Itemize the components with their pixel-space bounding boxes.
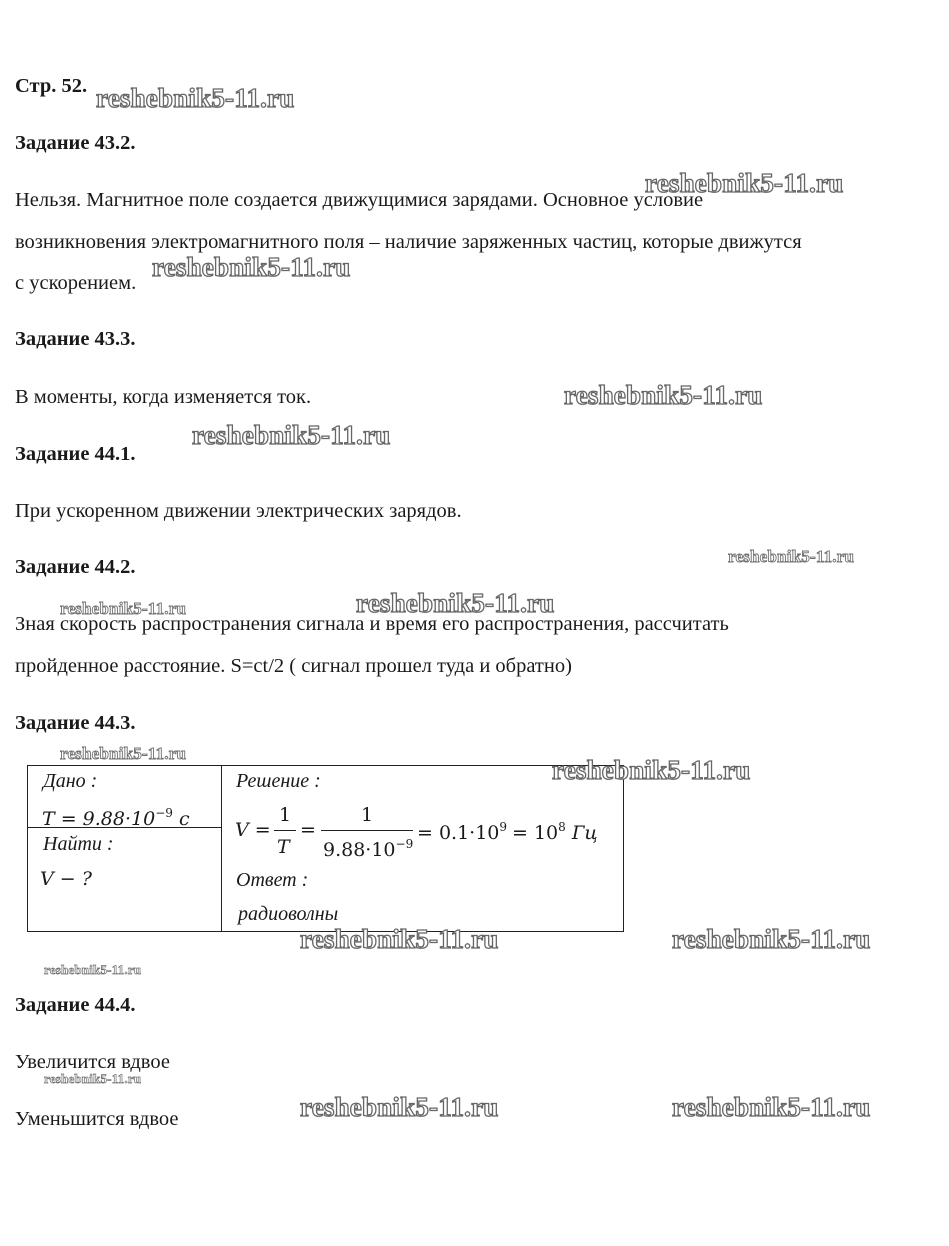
watermark: reshebnik5-11.ru	[96, 83, 295, 113]
task-heading-44-4: Задание 44.4.	[15, 994, 136, 1016]
watermark: reshebnik5-11.ru	[552, 755, 751, 785]
watermark: reshebnik5-11.ru	[44, 1071, 142, 1086]
watermark: reshebnik5-11.ru	[356, 588, 555, 618]
watermark: reshebnik5-11.ru	[44, 962, 142, 977]
formula-numerator-2: 1	[361, 804, 374, 826]
answer-label: Ответ :	[236, 869, 309, 891]
given-period: $T = 9.88\cdot 10^{-9}$ c	[42, 806, 190, 830]
formula-intermediate: = $0.1\cdot 10^9$	[417, 820, 508, 844]
fraction-bar-2	[321, 830, 413, 831]
task-43-2-line-1: Нельзя. Магнитное поле создается движущимися зарядами. Основное условие	[15, 189, 704, 211]
task-heading-44-2: Задание 44.2.	[15, 556, 136, 578]
task-heading-43-3: Задание 43.3.	[15, 328, 136, 350]
solution-table	[27, 765, 624, 932]
formula-v: V =	[235, 819, 271, 841]
formula-denominator-2: $9.88\cdot 10^{-9}$	[323, 837, 414, 861]
task-43-3-line-1: В моменты, когда изменяется ток.	[15, 386, 312, 408]
given-label: Дано :	[43, 770, 98, 792]
watermark: reshebnik5-11.ru	[300, 1092, 499, 1122]
watermark: reshebnik5-11.ru	[672, 924, 871, 954]
task-44-1-line-1: При ускоренном движении электрических зарядов.	[15, 500, 462, 522]
find-label: Найти :	[43, 833, 114, 855]
table-column-divider	[221, 766, 222, 931]
task-43-2-line-3: с ускорением.	[15, 272, 137, 294]
solution-label: Решение :	[236, 770, 321, 792]
find-value: V − ?	[40, 868, 92, 890]
answer-value: радиоволны	[238, 903, 339, 925]
watermark: reshebnik5-11.ru	[60, 599, 187, 618]
formula-numerator-1: 1	[279, 804, 292, 826]
watermark: reshebnik5-11.ru	[300, 924, 499, 954]
watermark: reshebnik5-11.ru	[564, 380, 763, 410]
formula-denominator-1: T	[277, 836, 290, 858]
task-44-4-line-1: Увеличится вдвое	[15, 1051, 170, 1073]
fraction-bar-1	[274, 830, 296, 831]
watermark: reshebnik5-11.ru	[728, 547, 855, 566]
watermark: reshebnik5-11.ru	[645, 168, 844, 198]
task-44-4-line-2: Уменьшится вдвое	[15, 1108, 179, 1130]
watermark: reshebnik5-11.ru	[672, 1092, 871, 1122]
page-number: Стр. 52.	[15, 75, 88, 97]
task-heading-43-2: Задание 43.2.	[15, 132, 136, 154]
watermark: reshebnik5-11.ru	[60, 744, 187, 763]
task-44-2-line-1: Зная скорость распространения сигнала и время его распространения, рассчитать	[15, 613, 729, 635]
watermark: reshebnik5-11.ru	[152, 252, 351, 282]
task-heading-44-3: Задание 44.3.	[15, 712, 136, 734]
watermark: reshebnik5-11.ru	[192, 420, 391, 450]
task-heading-44-1: Задание 44.1.	[15, 443, 136, 465]
formula-result: = $10^8$ Гц	[512, 820, 598, 844]
formula-equals: =	[300, 819, 316, 841]
task-43-2-line-2: возникновения электромагнитного поля – наличие заряженных частиц, которые движутся	[15, 231, 802, 253]
task-44-2-line-2: пройденное расстояние. S=ct/2 ( сигнал прошел туда и обратно)	[15, 655, 572, 677]
